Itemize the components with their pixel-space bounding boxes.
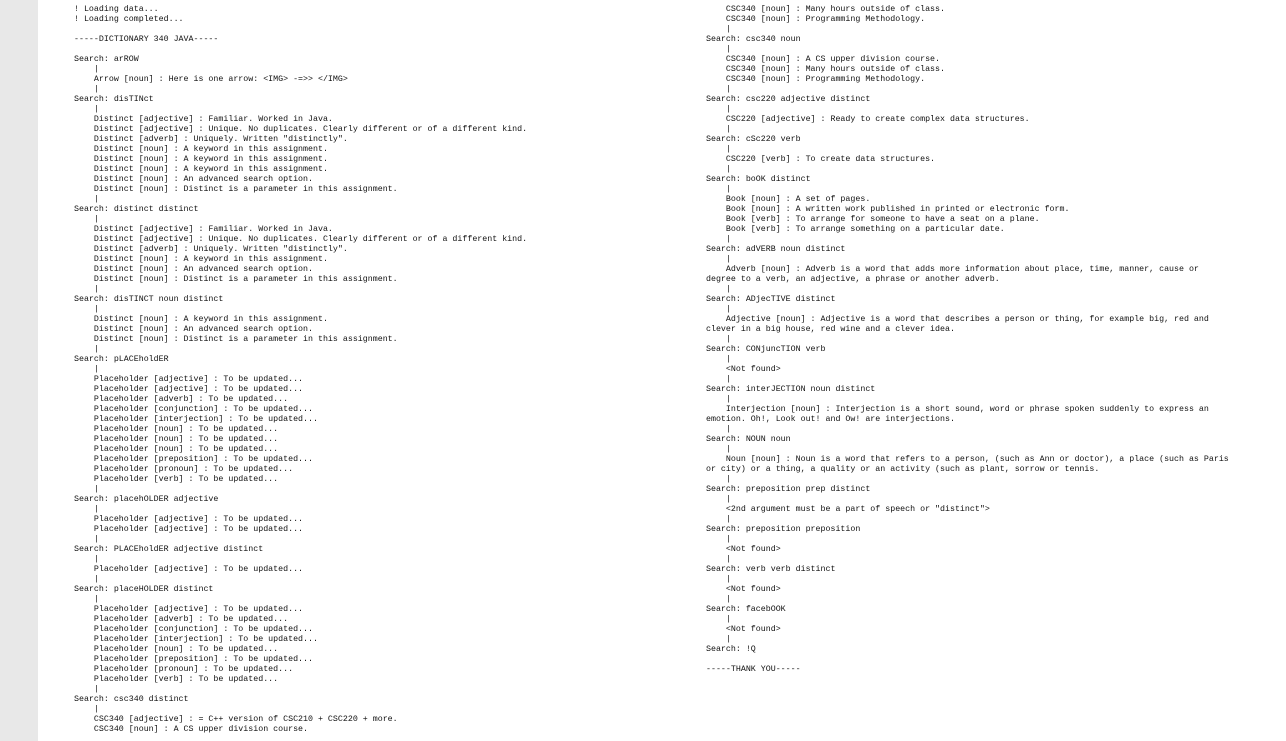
console-line: CSC220 [verb] : To create data structures. xyxy=(706,155,936,164)
console-line: Distinct [noun] : A keyword in this assignment. xyxy=(74,315,328,324)
console-line: | xyxy=(74,485,99,494)
console-line: degree to a verb, an adjective, a phrase or another adverb. xyxy=(706,275,1000,284)
console-line: <Not found> xyxy=(706,625,781,634)
console-line: Search: placehOLDER adjective xyxy=(74,495,219,504)
console-line: Search: ADjecTIVE distinct xyxy=(706,295,836,304)
console-output-right xyxy=(706,5,1282,675)
console-line: | xyxy=(74,305,99,314)
console-line: | xyxy=(706,425,731,434)
console-line: Distinct [noun] : An advanced search option. xyxy=(74,265,313,274)
console-line: | xyxy=(74,595,99,604)
console-line: Search: pLACEholdER xyxy=(74,355,169,364)
console-line: | xyxy=(74,345,99,354)
console-line: Search: adVERB noun distinct xyxy=(706,245,846,254)
console-line: <Not found> xyxy=(706,365,781,374)
console-line xyxy=(74,25,694,35)
console-line: Placeholder [adjective] : To be updated... xyxy=(74,375,304,384)
console-line: Search: disTINCT noun distinct xyxy=(74,295,224,304)
console-line: | xyxy=(74,195,99,204)
console-line: Search: cSc220 verb xyxy=(706,135,801,144)
console-line: Interjection [noun] : Interjection is a short sound, word or phrase spoken suddenly to express an xyxy=(706,405,1209,414)
console-line: -----DICTIONARY 340 JAVA----- xyxy=(74,35,219,44)
console-line: | xyxy=(74,65,99,74)
console-line: Distinct [adjective] : Familiar. Worked in Java. xyxy=(74,225,333,234)
console-line: <Not found> xyxy=(706,545,781,554)
console-line xyxy=(706,655,1282,665)
console-line: CSC340 [noun] : Many hours outside of class. xyxy=(706,65,945,74)
console-line: | xyxy=(706,255,731,264)
console-line: Placeholder [noun] : To be updated... xyxy=(74,425,279,434)
console-line: Search: placeHOLDER distinct xyxy=(74,585,214,594)
console-line: Placeholder [noun] : To be updated... xyxy=(74,445,279,454)
console-line: Search: preposition preposition xyxy=(706,525,861,534)
console-line: <Not found> xyxy=(706,585,781,594)
console-line: | xyxy=(706,555,731,564)
console-line: | xyxy=(706,355,731,364)
console-line: Search: csc220 adjective distinct xyxy=(706,95,871,104)
console-line: Search: CONjuncTION verb xyxy=(706,345,826,354)
console-line: Distinct [adverb] : Uniquely. Written "distinctly". xyxy=(74,245,348,254)
console-line xyxy=(74,45,694,55)
console-line: CSC340 [noun] : Many hours outside of class. xyxy=(706,5,945,14)
console-line: Book [verb] : To arrange something on a particular date. xyxy=(706,225,1005,234)
console-line: | xyxy=(706,45,731,54)
console-line: ! Loading completed... xyxy=(74,15,184,24)
console-line: Placeholder [adjective] : To be updated... xyxy=(74,515,304,524)
console-line: ! Loading data... xyxy=(74,5,159,14)
console-line: | xyxy=(706,535,731,544)
console-line: Placeholder [conjunction] : To be updated... xyxy=(74,625,313,634)
console-line: Distinct [noun] : A keyword in this assignment. xyxy=(74,255,328,264)
console-line: Distinct [noun] : A keyword in this assignment. xyxy=(74,165,328,174)
console-line: CSC340 [adjective] : = C++ version of CSC210 + CSC220 + more. xyxy=(74,715,398,724)
console-line: Distinct [adjective] : Familiar. Worked in Java. xyxy=(74,115,333,124)
console-line: Search: !Q xyxy=(706,645,756,654)
console-line: | xyxy=(706,105,731,114)
console-line: Placeholder [noun] : To be updated... xyxy=(74,645,279,654)
console-line: Placeholder [adverb] : To be updated... xyxy=(74,615,289,624)
console-line: Search: csc340 distinct xyxy=(74,695,189,704)
console-line: Search: distinct distinct xyxy=(74,205,199,214)
console-line: | xyxy=(706,25,731,34)
console-line: | xyxy=(74,705,99,714)
console-line: | xyxy=(74,105,99,114)
console-line: Placeholder [noun] : To be updated... xyxy=(74,435,279,444)
console-line: Adjective [noun] : Adjective is a word that describes a person or thing, for example big, red and xyxy=(706,315,1209,324)
console-line: Placeholder [interjection] : To be updated... xyxy=(74,635,318,644)
console-line: CSC340 [noun] : A CS upper division course. xyxy=(74,725,309,734)
console-line: Distinct [noun] : Distinct is a parameter in this assignment. xyxy=(74,185,398,194)
console-line: Search: boOK distinct xyxy=(706,175,811,184)
console-line: Search: NOUN noun xyxy=(706,435,791,444)
console-line: Distinct [noun] : Distinct is a parameter in this assignment. xyxy=(74,275,398,284)
console-line: Distinct [noun] : An advanced search option. xyxy=(74,175,313,184)
console-line: Search: disTINct xyxy=(74,95,154,104)
console-line: | xyxy=(706,515,731,524)
console-line: Distinct [noun] : Distinct is a parameter in this assignment. xyxy=(74,335,398,344)
console-line: Placeholder [adjective] : To be updated... xyxy=(74,565,304,574)
console-line: CSC340 [noun] : Programming Methodology. xyxy=(706,75,926,84)
console-line: | xyxy=(74,535,99,544)
console-line: Placeholder [preposition] : To be updated... xyxy=(74,455,313,464)
console-line: Placeholder [verb] : To be updated... xyxy=(74,675,279,684)
console-line: Search: interJECTION noun distinct xyxy=(706,385,876,394)
console-line: Book [verb] : To arrange for someone to have a seat on a plane. xyxy=(706,215,1040,224)
console-line: Search: arROW xyxy=(74,55,139,64)
console-line: CSC340 [noun] : Programming Methodology. xyxy=(706,15,926,24)
console-line: | xyxy=(706,85,731,94)
console-line: | xyxy=(706,335,731,344)
console-line: | xyxy=(706,285,731,294)
console-line: | xyxy=(706,615,731,624)
console-line: Noun [noun] : Noun is a word that refers to a person, (such as Ann or doctor), a place (such as Paris xyxy=(706,455,1229,464)
console-line: | xyxy=(74,285,99,294)
console-line: | xyxy=(706,145,731,154)
console-line: Book [noun] : A written work published in printed or electronic form. xyxy=(706,205,1070,214)
console-line: Placeholder [interjection] : To be updated... xyxy=(74,415,318,424)
console-line: Search: csc340 noun xyxy=(706,35,801,44)
console-line: | xyxy=(74,505,99,514)
console-line: Adverb [noun] : Adverb is a word that adds more information about place, time, manner, cause or xyxy=(706,265,1199,274)
console-line: Search: preposition prep distinct xyxy=(706,485,871,494)
console-line: | xyxy=(706,165,731,174)
console-line: | xyxy=(706,575,731,584)
console-line: Placeholder [adjective] : To be updated... xyxy=(74,385,304,394)
console-line: Placeholder [preposition] : To be updated... xyxy=(74,655,313,664)
console-line: Placeholder [adjective] : To be updated... xyxy=(74,525,304,534)
console-line: | xyxy=(706,395,731,404)
console-line: Distinct [noun] : A keyword in this assignment. xyxy=(74,145,328,154)
console-line: Arrow [noun] : Here is one arrow: <IMG> -=>> </IMG> xyxy=(74,75,348,84)
console-line: | xyxy=(706,595,731,604)
console-line: | xyxy=(706,185,731,194)
console-line: Distinct [noun] : A keyword in this assignment. xyxy=(74,155,328,164)
console-line: -----THANK YOU----- xyxy=(706,665,801,674)
console-line: CSC220 [adjective] : Ready to create complex data structures. xyxy=(706,115,1030,124)
editor-gutter xyxy=(0,0,38,741)
console-line: | xyxy=(706,635,731,644)
console-line: | xyxy=(706,475,731,484)
console-line: Distinct [adverb] : Uniquely. Written "distinctly". xyxy=(74,135,348,144)
console-line: <2nd argument must be a part of speech or "distinct"> xyxy=(706,505,990,514)
console-line: Placeholder [verb] : To be updated... xyxy=(74,475,279,484)
console-line: | xyxy=(706,305,731,314)
console-line: Placeholder [adjective] : To be updated... xyxy=(74,605,304,614)
console-line: | xyxy=(74,685,99,694)
console-line: | xyxy=(706,375,731,384)
console-line: Book [noun] : A set of pages. xyxy=(706,195,871,204)
console-line: Search: verb verb distinct xyxy=(706,565,836,574)
console-line: CSC340 [noun] : A CS upper division course. xyxy=(706,55,941,64)
console-line: Distinct [adjective] : Unique. No duplicates. Clearly different or of a different kind. xyxy=(74,125,528,134)
console-line: clever in a big house, red wine and a clever idea. xyxy=(706,325,955,334)
console-line: | xyxy=(706,125,731,134)
console-line: | xyxy=(74,555,99,564)
console-line: | xyxy=(74,575,99,584)
console-line: Placeholder [adverb] : To be updated... xyxy=(74,395,289,404)
console-line: emotion. Oh!, Look out! and Ow! are interjections. xyxy=(706,415,955,424)
console-line: | xyxy=(74,215,99,224)
console-line: Distinct [noun] : An advanced search option. xyxy=(74,325,313,334)
console-line: Search: facebOOK xyxy=(706,605,786,614)
console-line: or city) or a thing, a quality or an activity (such as plant, sorrow or tennis. xyxy=(706,465,1100,474)
console-line: Placeholder [conjunction] : To be updated... xyxy=(74,405,313,414)
console-line: Placeholder [pronoun] : To be updated... xyxy=(74,465,294,474)
console-line: Distinct [adjective] : Unique. No duplicates. Clearly different or of a different kind. xyxy=(74,235,528,244)
console-output-left xyxy=(74,5,694,735)
console-line: Search: PLACEholdER adjective distinct xyxy=(74,545,264,554)
console-line: | xyxy=(74,365,99,374)
console-line: | xyxy=(706,495,731,504)
console-line: | xyxy=(706,445,731,454)
console-line: | xyxy=(74,85,99,94)
console-line: | xyxy=(706,235,731,244)
console-line: Placeholder [pronoun] : To be updated... xyxy=(74,665,294,674)
